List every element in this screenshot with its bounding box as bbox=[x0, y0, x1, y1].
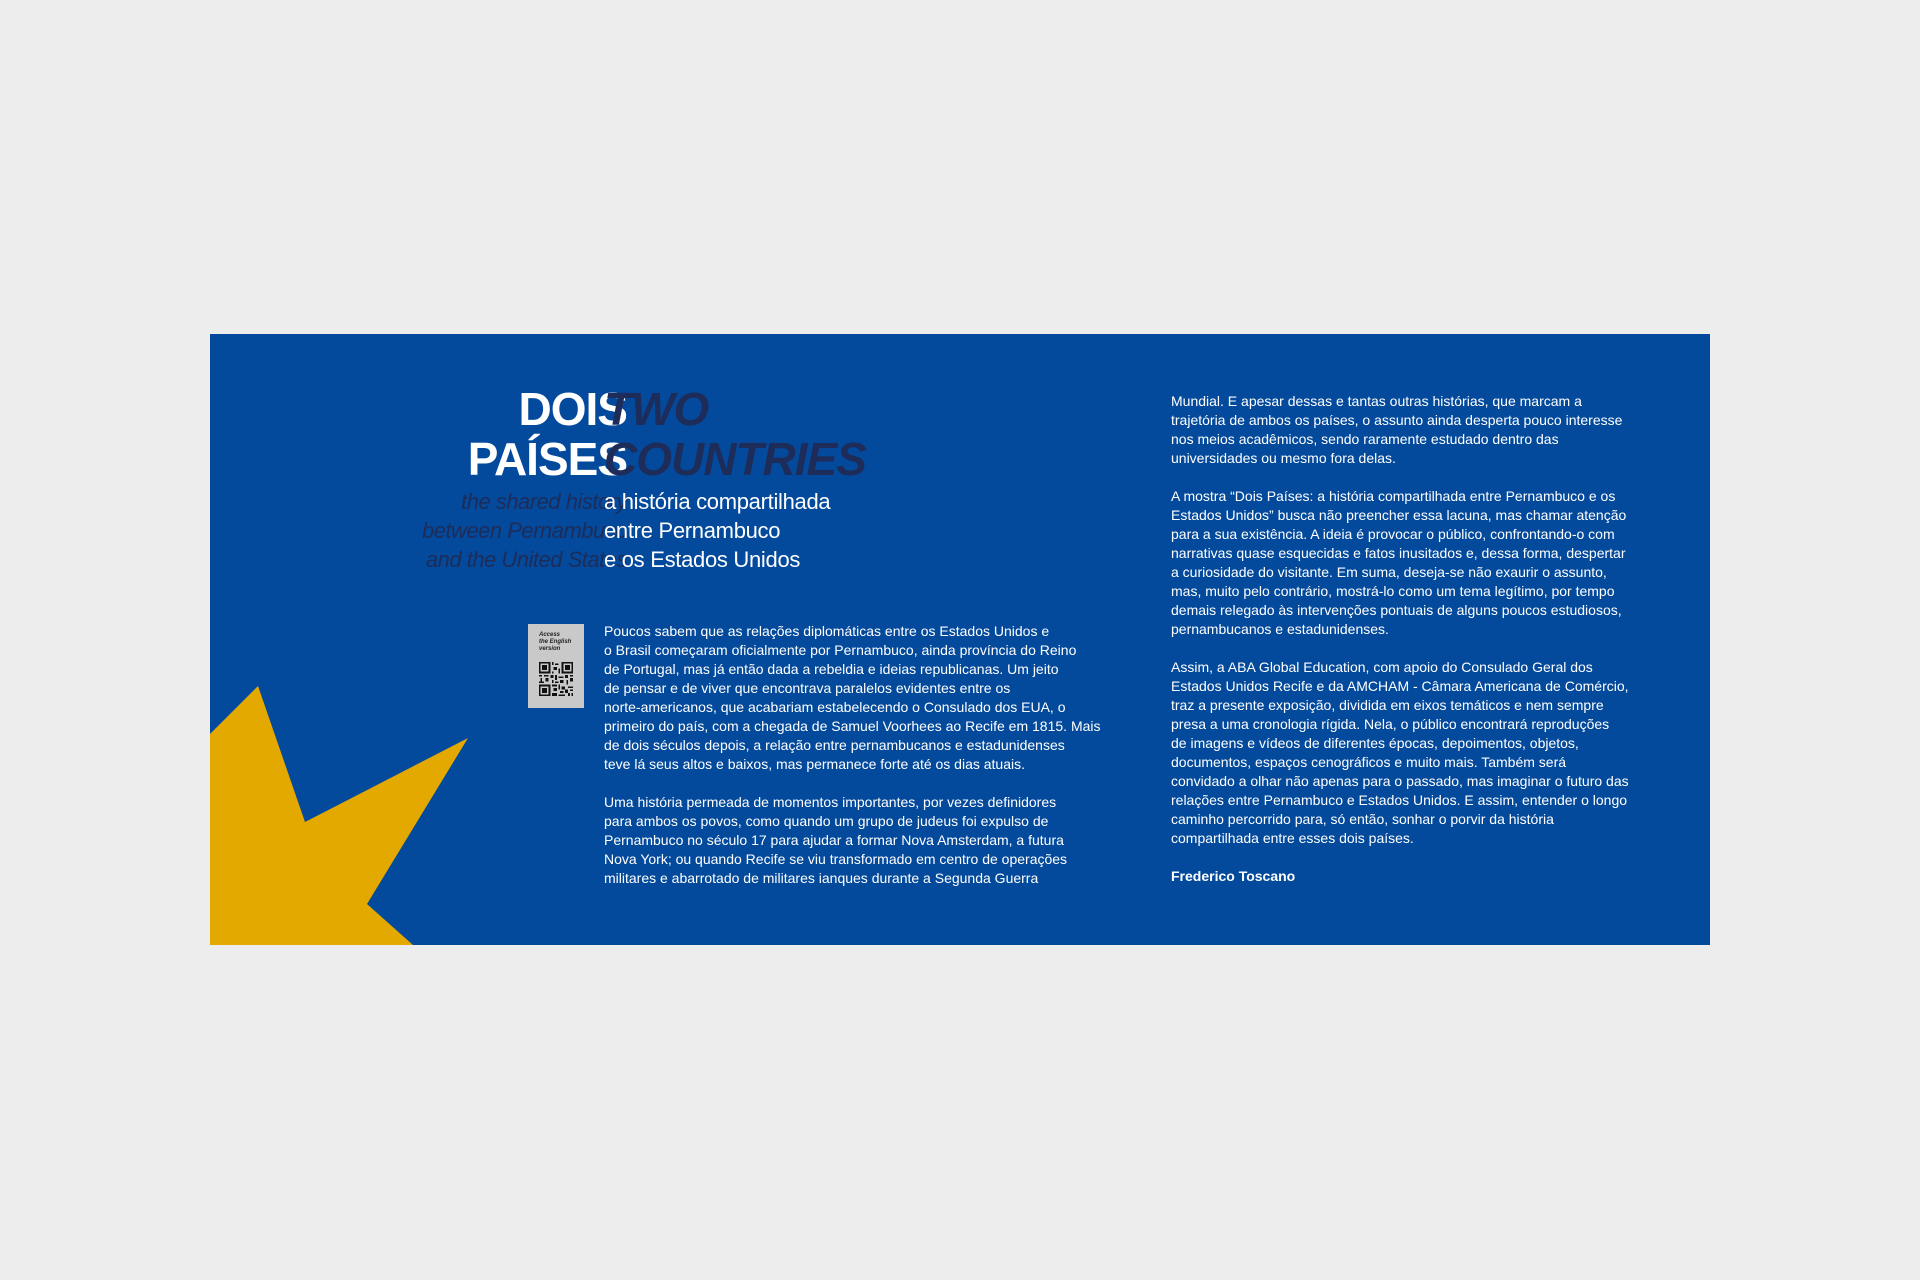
text-line: Estados Unidos” busca não preencher essa lacuna, mas chamar atenção bbox=[1171, 507, 1627, 523]
subtitle-pt-line-2: entre Pernambuco bbox=[604, 518, 781, 543]
text-line: norte-americanos, que acabariam estabelecendo o Consulado dos EUA, o bbox=[604, 699, 1066, 715]
author-signature: Frederico Toscano bbox=[1171, 868, 1296, 884]
text-line: caminho percorrido para, só então, sonhar o porvir da história bbox=[1171, 811, 1554, 827]
qr-caption bbox=[539, 632, 571, 653]
subtitle-pt-line-1: a história compartilhada bbox=[604, 489, 831, 514]
text-line: Nova York; ou quando Recife se viu transformado em centro de operações bbox=[604, 851, 1068, 867]
title-pt-line-2: PAÍSES bbox=[467, 433, 627, 485]
text-line: teve lá seus altos e baixos, mas permanece forte até os dias atuais. bbox=[604, 756, 1026, 772]
title-en-line-1: TWO bbox=[604, 383, 709, 435]
text-line: relações entre Pernambuco e Estados Unidos. E assim, entender o longo bbox=[1171, 792, 1628, 808]
text-line: presa a uma cronologia rígida. Nela, o público encontrará reproduções bbox=[1171, 716, 1610, 732]
text-line: traz a presente exposição, dividida em eixos temáticos e nem sempre bbox=[1171, 697, 1604, 713]
text-line: Assim, a ABA Global Education, com apoio do Consulado Geral dos bbox=[1171, 659, 1593, 675]
text-line: de Portugal, mas já então dada a rebeldia e ideias republicanas. Um jeito bbox=[604, 661, 1059, 677]
text-line: Estados Unidos Recife e da AMCHAM - Câmara Americana de Comércio, bbox=[1171, 678, 1629, 694]
star-shape bbox=[210, 686, 468, 945]
qr-caption-line-3: version bbox=[539, 646, 561, 652]
subtitle-english bbox=[422, 487, 627, 574]
text-line: pernambucanos e estadunidenses. bbox=[1171, 621, 1389, 637]
text-line: para ambos os povos, como quando um grupo de judeus foi expulso de bbox=[604, 813, 1049, 829]
paragraph-2 bbox=[604, 793, 1144, 888]
text-line: universidades ou mesmo fora delas. bbox=[1171, 450, 1396, 466]
subtitle-en-line-3: and the United States bbox=[425, 547, 627, 572]
text-line: de pensar e de viver que encontrava paralelos evidentes entre os bbox=[604, 680, 1011, 696]
text-line: narrativas quase esquecidas e fatos inusitados e, dessa forma, despertar bbox=[1171, 545, 1626, 561]
title-english bbox=[604, 384, 866, 484]
title-en-line-2: COUNTRIES bbox=[604, 433, 866, 485]
text-line: Poucos sabem que as relações diplomáticas entre os Estados Unidos e bbox=[604, 623, 1050, 639]
subtitle-en-line-1: the shared history bbox=[461, 489, 627, 514]
text-line: trajetória de ambos os países, o assunto ainda desperta pouco interesse bbox=[1171, 412, 1623, 428]
title-pt-line-1: DOIS bbox=[518, 383, 627, 435]
subtitle-pt-line-3: e os Estados Unidos bbox=[604, 547, 801, 572]
text-line: a curiosidade do visitante. Em suma, deseja-se não exaurir o assunto, bbox=[1171, 564, 1607, 580]
text-line: A mostra “Dois Países: a história compartilhada entre Pernambuco e os bbox=[1171, 488, 1616, 504]
paragraph-1 bbox=[604, 622, 1144, 774]
paragraph-3 bbox=[1171, 392, 1671, 468]
qr-caption-line-1: Access bbox=[539, 632, 561, 638]
text-line: para a sua existência. A ideia é provocar o público, confrontando-o com bbox=[1171, 526, 1615, 542]
qr-code-icon[interactable] bbox=[539, 662, 573, 696]
text-line: Pernambuco no século 17 para ajudar a formar Nova Amsterdam, a futura bbox=[604, 832, 1064, 848]
text-column-1 bbox=[604, 622, 1144, 907]
text-column-2 bbox=[1171, 392, 1671, 905]
exhibition-panel bbox=[210, 334, 1710, 945]
text-line: compartilhada entre esses dois países. bbox=[1171, 830, 1414, 846]
text-line: convidado a olhar não apenas para o passado, mas imaginar o futuro das bbox=[1171, 773, 1629, 789]
qr-caption-line-2: the English bbox=[539, 639, 572, 645]
text-line: nos meios acadêmicos, sendo raramente estudado dentro das bbox=[1171, 431, 1559, 447]
paragraph-4 bbox=[1171, 487, 1671, 639]
english-version-qr-card[interactable] bbox=[528, 624, 584, 708]
text-line: de imagens e vídeos de diferentes épocas, depoimentos, objetos, bbox=[1171, 735, 1579, 751]
text-line: Uma história permeada de momentos importantes, por vezes definidores bbox=[604, 794, 1057, 810]
paragraph-5 bbox=[1171, 658, 1671, 848]
text-line: demais relegado às intervenções pontuais de alguns poucos estudiosos, bbox=[1171, 602, 1622, 618]
subtitle-portuguese bbox=[604, 487, 830, 574]
text-line: militares e abarrotado de militares ianques durante a Segunda Guerra bbox=[604, 870, 1039, 886]
subtitle-en-line-2: between Pernambuco bbox=[421, 518, 627, 543]
text-line: o Brasil começaram oficialmente por Pernambuco, ainda província do Reino bbox=[604, 642, 1077, 658]
text-line: primeiro do país, com a chegada de Samuel Voorhees ao Recife em 1815. Mais bbox=[604, 718, 1101, 734]
text-line: documentos, espaços cenográficos e muito mais. Também será bbox=[1171, 754, 1567, 770]
text-line: Mundial. E apesar dessas e tantas outras histórias, que marcam a bbox=[1171, 393, 1582, 409]
text-line: de dois séculos depois, a relação entre pernambucanos e estadunidenses bbox=[604, 737, 1065, 753]
text-line: mas, muito pelo contrário, mostrá-lo como um tema legítimo, por tempo bbox=[1171, 583, 1615, 599]
